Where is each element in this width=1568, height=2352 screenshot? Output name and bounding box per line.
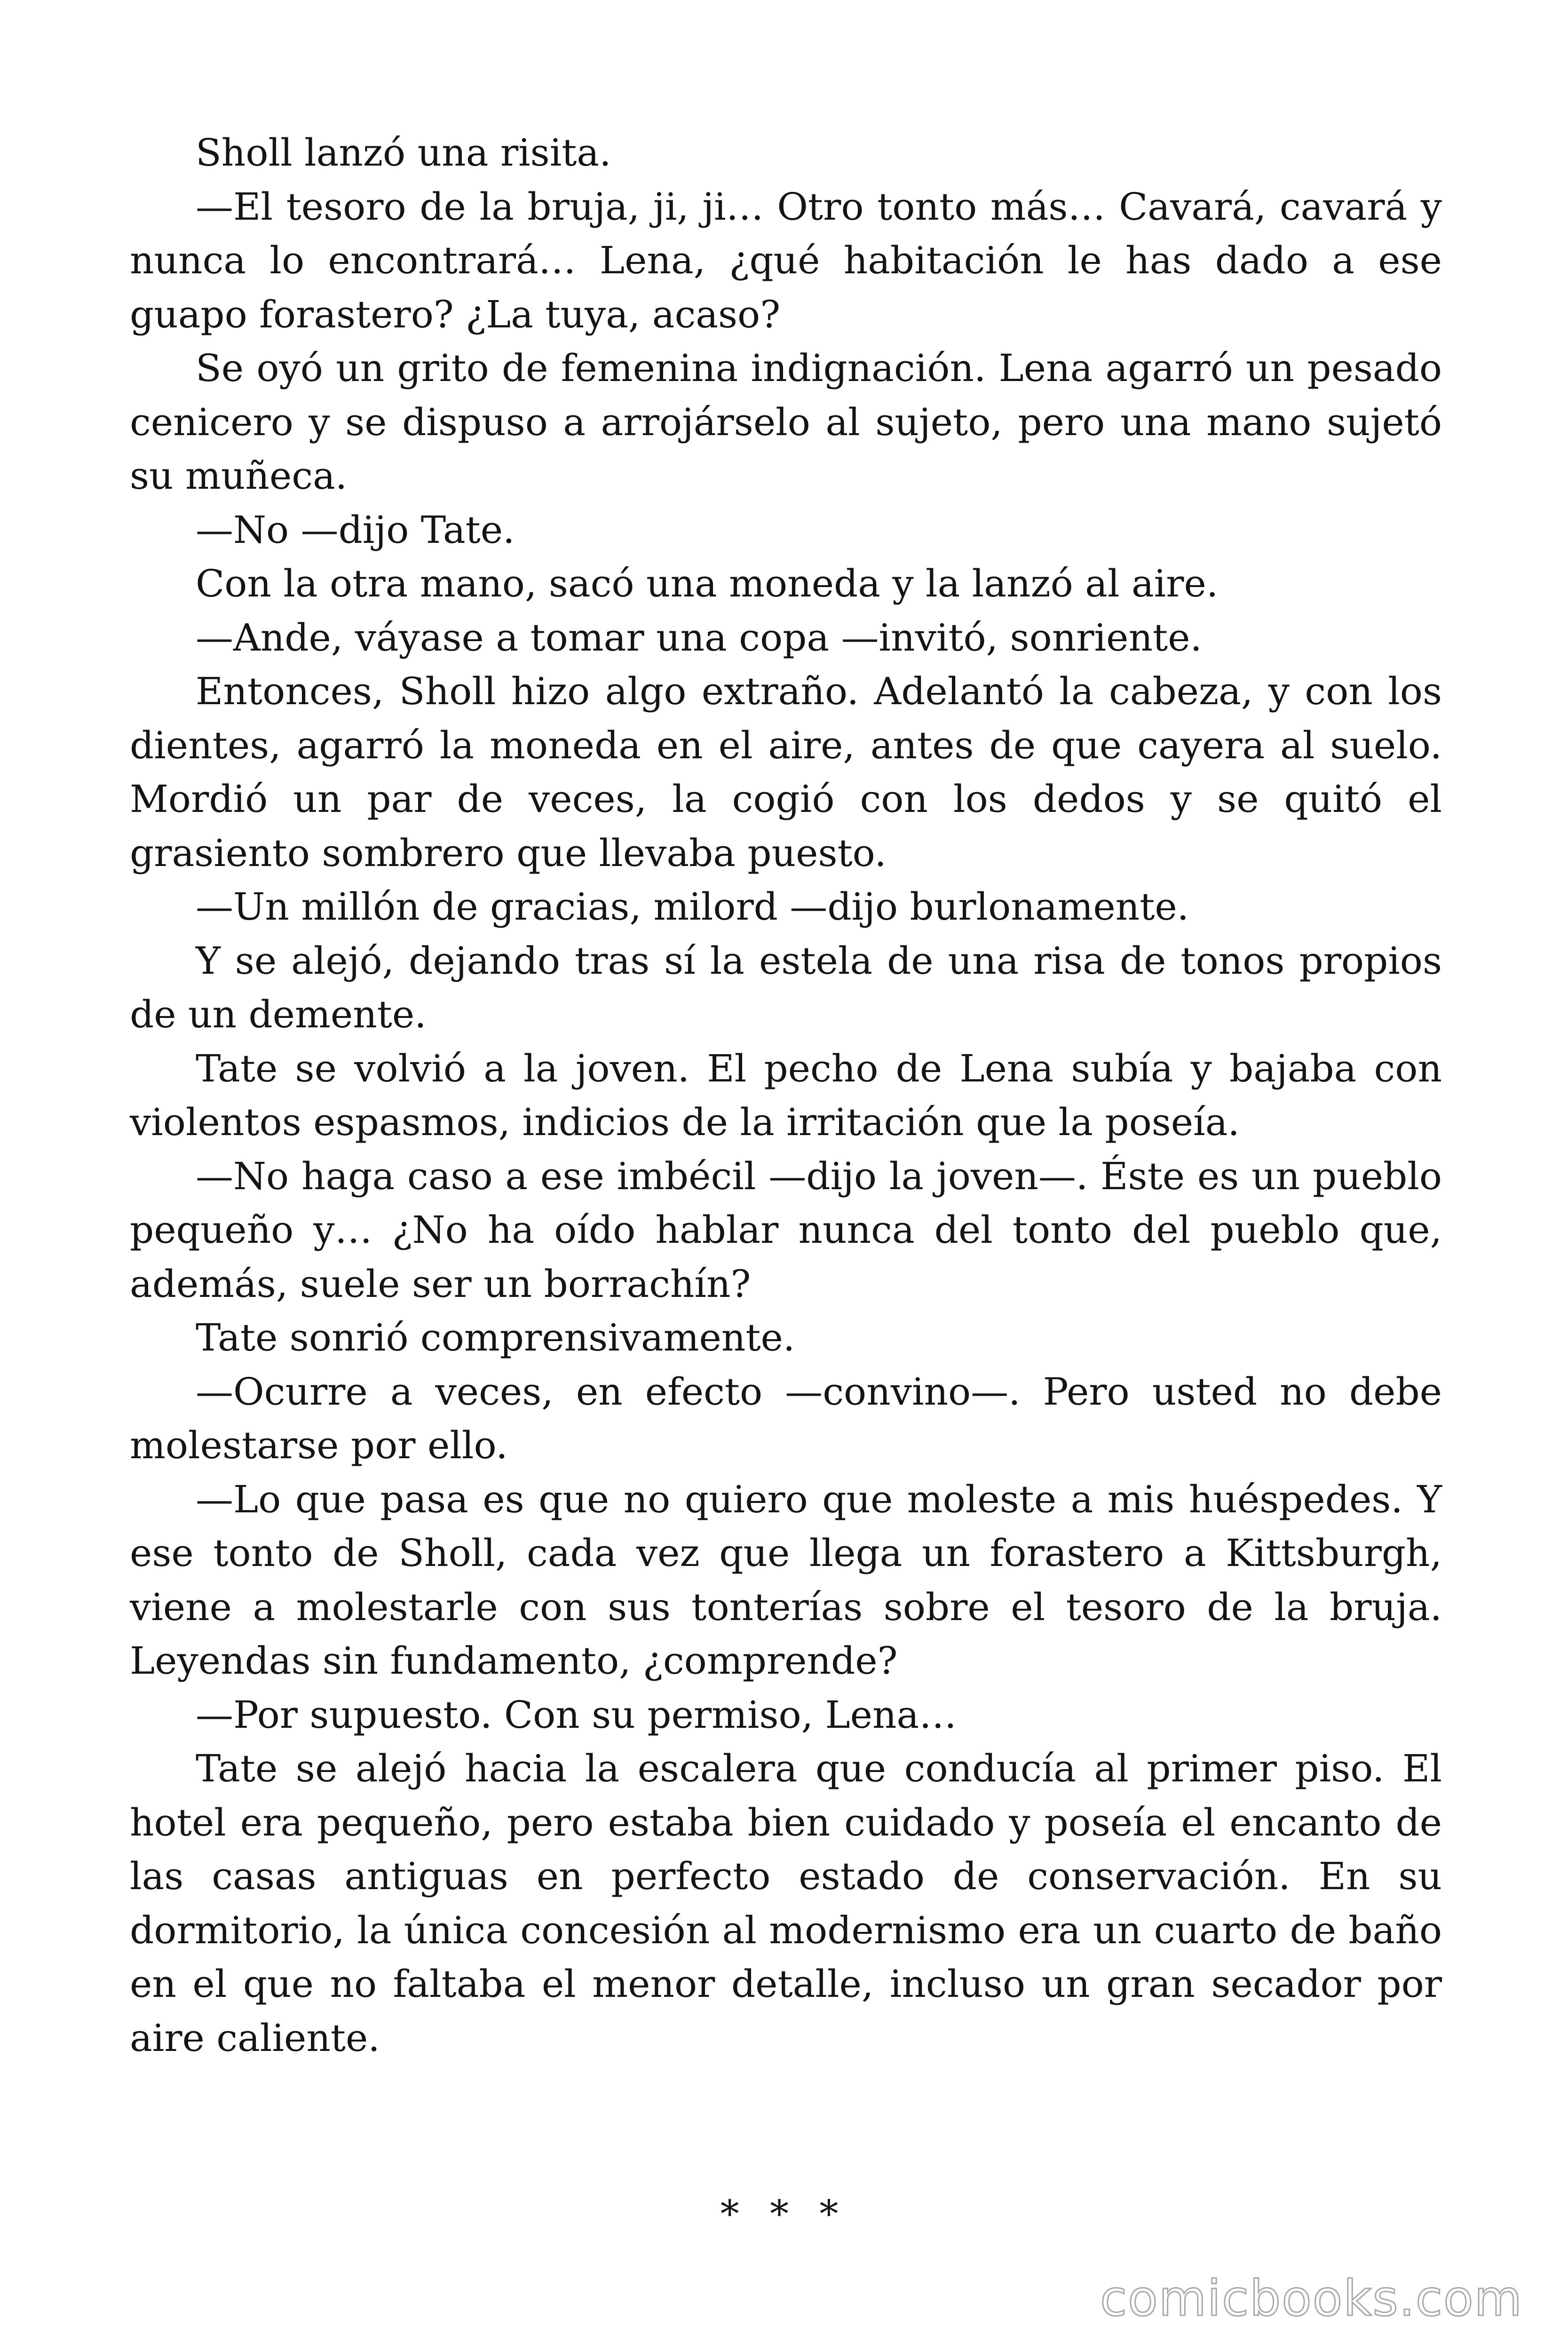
paragraph: —El tesoro de la bruja, ji, ji… Otro tonto más… Cavará, cavará y nunca lo encontrará… Lena, ¿qué habitación le has dado a ese guapo forastero? ¿La tuya, acaso? — [130, 184, 1442, 336]
paragraph: —Lo que pasa es que no quiero que moleste a mis huéspedes. Y ese tonto de Sholl, cada vez que llega un forastero a Kittsburgh, viene a molestarle con sus tonterías sobre el tesoro de la bruja. Leyendas sin fundamento, ¿comprende? — [130, 1477, 1442, 1683]
paragraph: —No —dijo Tate. — [196, 508, 515, 552]
paragraph: —Por supuesto. Con su permiso, Lena… — [196, 1692, 957, 1737]
paragraph: Sholl lanzó una risita. — [196, 131, 611, 175]
paragraph: —Ande, váyase a tomar una copa —invitó, sonriente. — [196, 615, 1202, 660]
paragraph: —No haga caso a ese imbécil —dijo la joven—. Éste es un pueblo pequeño y… ¿No ha oído hablar nunca del tonto del pueblo que, además, suele ser un borrachín? — [130, 1154, 1442, 1306]
scene-break: * * * — [720, 2192, 848, 2236]
watermark: comicbooks.com — [1100, 2270, 1523, 2327]
paragraph: Tate sonrió comprensivamente. — [196, 1316, 795, 1359]
paragraph: —Ocurre a veces, en efecto —convino—. Pero usted no debe molestarse por ello. — [130, 1369, 1442, 1467]
paragraph: Y se alejó, dejando tras sí la estela de una risa de tonos propios de un demente. — [130, 938, 1442, 1036]
paragraph: Con la otra mano, sacó una moneda y la lanzó al aire. — [196, 562, 1219, 605]
paragraph: Tate se volvió a la joven. El pecho de Lena subía y bajaba con violentos espasmos, indicios de la irritación que la poseía. — [130, 1046, 1442, 1144]
body-text — [130, 126, 1442, 2065]
paragraph: Entonces, Sholl hizo algo extraño. Adelantó la cabeza, y con los dientes, agarró la moneda en el aire, antes de que cayera al suelo. Mordió un par de veces, la cogió con los dedos y se quitó el grasiento sombrero que llevaba puesto. — [130, 669, 1442, 875]
paragraph: Tate se alejó hacia la escalera que conducía al primer piso. El hotel era pequeño, pero estaba bien cuidado y poseía el encanto de las casas antiguas en perfecto estado de conservación. En su dormitorio, la única concesión al modernismo era un cuarto de baño en el que no faltaba el menor detalle, incluso un gran secador por aire caliente. — [130, 1747, 1442, 2060]
paragraph: —Un millón de gracias, milord —dijo burlonamente. — [196, 885, 1189, 929]
paragraph: Se oyó un grito de femenina indignación. Lena agarró un pesado cenicero y se dispuso a arrojárselo al sujeto, pero una mano sujetó su muñeca. — [130, 346, 1442, 498]
